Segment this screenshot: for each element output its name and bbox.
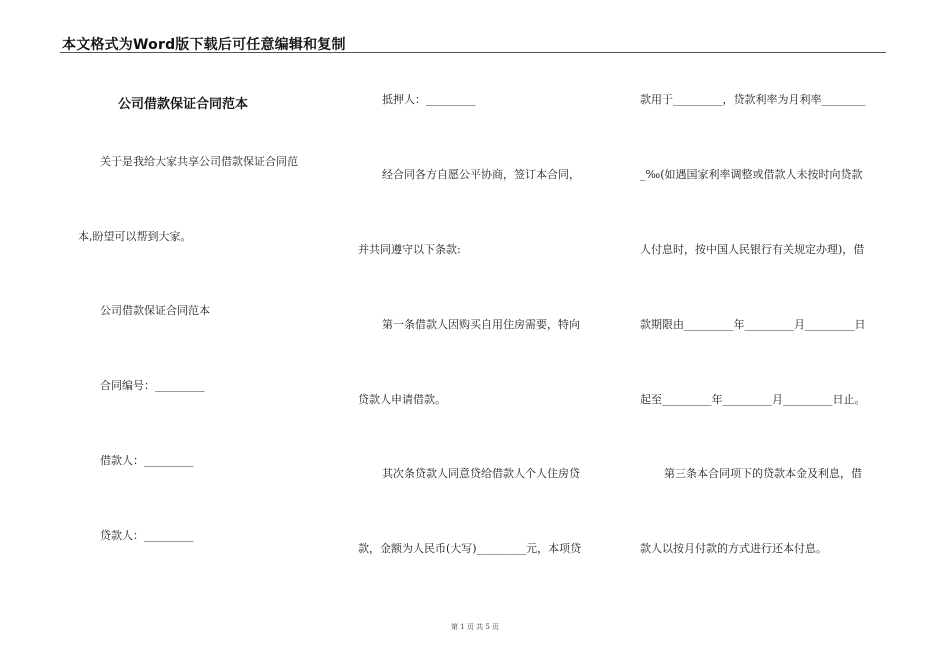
paragraph-line: 款人以按月付款的方式进行还本付息。: [640, 542, 827, 555]
paragraph-line: 款用于_________，贷款利率为月利率________: [640, 93, 866, 106]
borrower-line: 借款人：_________: [100, 454, 194, 467]
paragraph-line: 关于是我给大家共享公司借款保证合同范: [100, 155, 298, 168]
document-title: 公司借款保证合同范本: [118, 97, 249, 112]
paragraph-line: 款，金额为人民币(大写)_________元，本项贷: [358, 542, 582, 555]
paragraph-line: 并共同遵守以下条款:: [358, 243, 461, 256]
paragraph-line: 其次条贷款人同意贷给借款人个人住房贷: [382, 467, 580, 480]
paragraph-line: 人付息时，按中国人民银行有关规定办理)，借: [640, 243, 865, 256]
document-header: 本文格式为Word版下载后可任意编辑和复制: [62, 37, 346, 53]
paragraph-line: 本,盼望可以帮到大家。: [78, 230, 192, 243]
paragraph-line: 公司借款保证合同范本: [100, 304, 210, 317]
paragraph-line: 起至_________年_________月_________日止。: [640, 393, 866, 406]
mortgagor-line: 抵押人：_________: [382, 93, 476, 106]
lender-line: 贷款人：_________: [100, 529, 194, 542]
paragraph-line: 贷款人申请借款。: [358, 393, 446, 406]
paragraph-line: 经合同各方自愿公平协商，签订本合同，: [382, 168, 580, 181]
header-divider: [60, 52, 886, 53]
contract-number-line: 合同编号：_________: [100, 379, 205, 392]
paragraph-line: 第一条借款人因购买自用住房需要，特向: [382, 318, 580, 331]
paragraph-line: 款期限由_________年_________月_________日: [640, 318, 866, 331]
paragraph-line: _‰(如遇国家利率调整或借款人未按时向贷款: [640, 168, 863, 181]
paragraph-line: 第三条本合同项下的贷款本金及利息，借: [664, 467, 862, 480]
page-number: 第 1 页 共 5 页: [450, 623, 500, 631]
